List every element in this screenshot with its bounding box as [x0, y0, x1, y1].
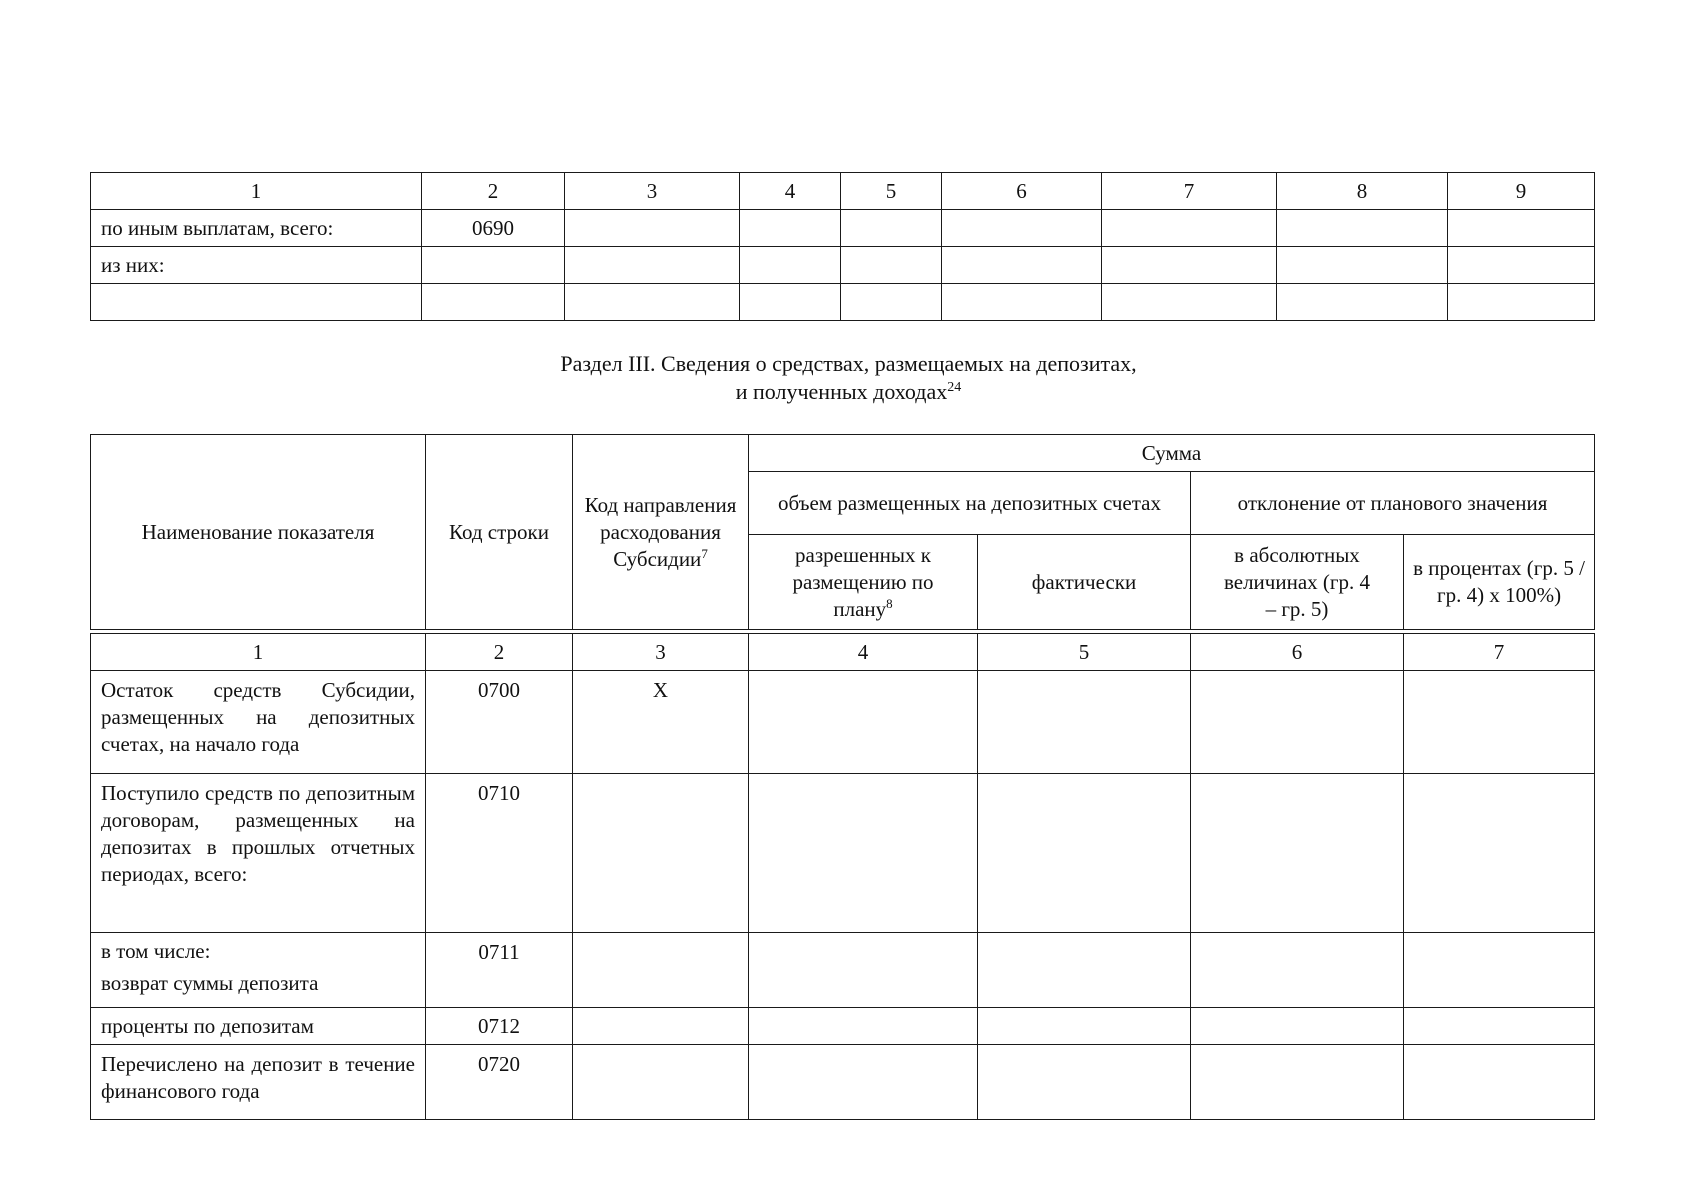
col-number: 7 [1404, 634, 1595, 671]
empty-cell [1191, 1008, 1404, 1045]
empty-cell [1404, 774, 1595, 933]
header-deviation: отклонение от планового значения [1191, 472, 1595, 535]
footnote-marker: 8 [886, 595, 893, 611]
empty-cell [942, 247, 1102, 284]
table-row [91, 671, 1595, 774]
col-number: 1 [91, 634, 426, 671]
empty-cell [565, 210, 740, 247]
table-row [91, 1008, 1595, 1045]
empty-cell [1277, 210, 1448, 247]
empty-cell [978, 933, 1191, 1008]
row-code: 0712 [426, 1008, 573, 1045]
col-number: 3 [573, 634, 749, 671]
row-name-line2: возврат суммы депозита [101, 971, 319, 995]
header-allowed-plan [749, 535, 978, 630]
row-code: 0711 [426, 933, 573, 1008]
footnote-marker: 7 [701, 545, 708, 561]
header-absolute: в абсолютных величинах (гр. 4 – гр. 5) [1191, 535, 1404, 630]
empty-cell [749, 1008, 978, 1045]
col-number: 8 [1277, 173, 1448, 210]
empty-cell [1448, 247, 1595, 284]
empty-cell [978, 1045, 1191, 1120]
row-direction [573, 1045, 749, 1120]
empty-cell [740, 247, 841, 284]
section-title [0, 350, 1697, 406]
empty-cell [749, 774, 978, 933]
header-sum: Сумма [749, 435, 1595, 472]
empty-cell [1102, 247, 1277, 284]
col-number: 6 [942, 173, 1102, 210]
col-number: 2 [426, 634, 573, 671]
empty-cell [740, 210, 841, 247]
empty-cell [841, 210, 942, 247]
footnote-marker: 24 [947, 380, 962, 395]
row-name: Остаток средств Субсидии, размещенных на депозитных счетах, на начало года [91, 671, 426, 774]
empty-cell [565, 284, 740, 321]
row-direction [573, 933, 749, 1008]
empty-cell [1277, 284, 1448, 321]
empty-cell [1191, 933, 1404, 1008]
row-code: 0700 [426, 671, 573, 774]
empty-cell [942, 210, 1102, 247]
empty-cell [749, 933, 978, 1008]
col-number: 6 [1191, 634, 1404, 671]
row-code: 0690 [422, 210, 565, 247]
empty-cell [1404, 1045, 1595, 1120]
col-number: 5 [978, 634, 1191, 671]
empty-cell [1191, 671, 1404, 774]
col-number: 5 [841, 173, 942, 210]
empty-cell [1102, 284, 1277, 321]
empty-cell [841, 284, 942, 321]
col-number: 4 [740, 173, 841, 210]
row-code: 0710 [426, 774, 573, 933]
deposits-table [90, 434, 1595, 1120]
empty-cell [978, 774, 1191, 933]
row-code: 0720 [426, 1045, 573, 1120]
col-number: 9 [1448, 173, 1595, 210]
table-row [91, 247, 1595, 284]
header-name: Наименование показателя [91, 435, 426, 630]
col-number: 1 [91, 173, 422, 210]
row-direction: X [573, 671, 749, 774]
table-row [91, 933, 1595, 1008]
section-title-text: и полученных доходах [735, 379, 948, 404]
header-row [91, 435, 1595, 472]
empty-cell [1102, 210, 1277, 247]
empty-cell [1448, 284, 1595, 321]
row-name [91, 933, 426, 1008]
row-name: по иным выплатам, всего: [91, 210, 422, 247]
section-title-line2 [0, 378, 1697, 406]
header-code: Код строки [426, 435, 573, 630]
empty-cell [942, 284, 1102, 321]
empty-cell [1277, 247, 1448, 284]
table-row [91, 774, 1595, 933]
empty-cell [978, 671, 1191, 774]
row-name: проценты по депозитам [91, 1008, 426, 1045]
table-row [91, 1045, 1595, 1120]
header-volume: объем размещенных на депозитных счетах [749, 472, 1191, 535]
table-row [91, 210, 1595, 247]
table-row [91, 284, 1595, 321]
empty-cell [1448, 210, 1595, 247]
header-direction-text: Код направления расходования Субсидии [584, 492, 737, 571]
header-direction-code [573, 435, 749, 630]
row-direction [573, 1008, 749, 1045]
row-code [422, 284, 565, 321]
empty-cell [1404, 671, 1595, 774]
header-percent: в процентах (гр. 5 / гр. 4) х 100%) [1404, 535, 1595, 630]
col-number: 3 [565, 173, 740, 210]
row-name [91, 284, 422, 321]
section-title-line1: Раздел III. Сведения о средствах, размещаемых на депозитах, [560, 351, 1137, 376]
row-name: Перечислено на депозит в течение финансового года [91, 1045, 426, 1120]
empty-cell [1191, 774, 1404, 933]
header-allowed-text: разрешенных к размещению по плану [792, 542, 934, 621]
column-number-row [91, 634, 1595, 671]
row-name-line1: в том числе: [101, 939, 211, 963]
row-direction [573, 774, 749, 933]
row-name: Поступило средств по депозитным договорам, размещенных на депозитах в прошлых отчетных периодах, всего: [91, 774, 426, 933]
column-number-row [91, 173, 1595, 210]
empty-cell [978, 1008, 1191, 1045]
header-actual: фактически [978, 535, 1191, 630]
col-number: 7 [1102, 173, 1277, 210]
empty-cell [1191, 1045, 1404, 1120]
empty-cell [740, 284, 841, 321]
empty-cell [1404, 1008, 1595, 1045]
continuation-table [90, 172, 1595, 321]
empty-cell [565, 247, 740, 284]
row-code [422, 247, 565, 284]
col-number: 2 [422, 173, 565, 210]
row-name: из них: [91, 247, 422, 284]
col-number: 4 [749, 634, 978, 671]
empty-cell [841, 247, 942, 284]
empty-cell [749, 671, 978, 774]
empty-cell [749, 1045, 978, 1120]
empty-cell [1404, 933, 1595, 1008]
